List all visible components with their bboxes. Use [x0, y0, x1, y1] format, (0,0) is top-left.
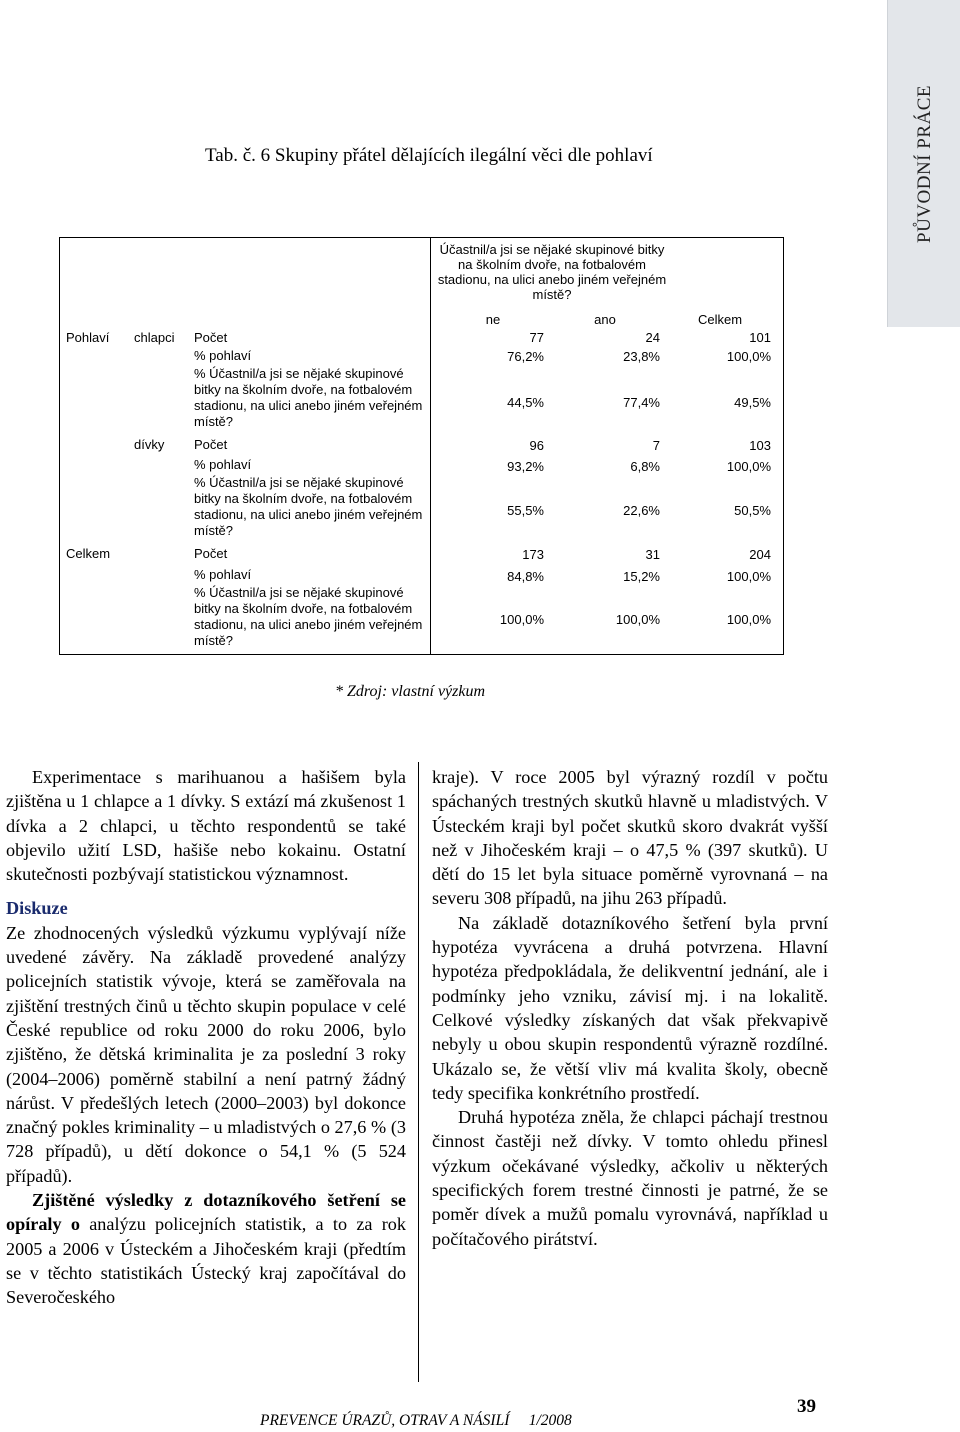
cell: 84,8% [507, 569, 544, 584]
cell: 22,6% [623, 503, 660, 518]
row-label-pct-question: % Účastnil/a jsi se nějaké skupinové bitky na školním dvoře, na fotbalovém stadionu, na ulici anebo jiném veřejném místě? [194, 585, 423, 648]
cell: 31 [645, 547, 660, 562]
cell: 100,0% [615, 612, 660, 627]
row-label-pct-question: % Účastnil/a jsi se nějaké skupinové bitky na školním dvoře, na fotbalovém stadionu, na ulici anebo jiném veřejném místě? [194, 475, 423, 538]
row-label-pct-question: % Účastnil/a jsi se nějaké skupinové bitky na školním dvoře, na fotbalovém stadionu, na ulici anebo jiném veřejném místě? [194, 366, 423, 429]
cell: 23,8% [623, 349, 660, 364]
paragraph: kraje). V roce 2005 byl výrazný rozdíl v počtu spáchaných trestných skutků hlavně u mladistvých. V Ústeckém kraji byl počet skutků skoro dvakrát vyšší než v Jihočeském kraji – o 47,5 % (397 skutků). U dětí do 15 let byla situace poměrně vyrovnaná – na severu 308 případů, na jihu 263 případů. [432, 767, 828, 909]
col-header-ano: ano [594, 312, 616, 327]
section-heading: Diskuze [6, 898, 68, 919]
table-title: Tab. č. 6 Skupiny přátel dělajících ilegální věci dle pohlaví [205, 145, 653, 166]
left-text-column [6, 765, 406, 1310]
paragraph: Experimentace s marihuanou a hašišem byla zjištěna u 1 chlapce a 1 dívky. S extází má zkušenost 1 dívka a 2 chlapci, u těchto respondentů se také objevilo užití LSD, hašiše nebo kokainu. Ostatní skutečnosti pozbývají statistickou významnost. [6, 767, 406, 885]
section-side-tab-label: PŮVODNÍ PRÁCE [913, 84, 935, 243]
table-divider [430, 238, 431, 654]
row-label-pct-gender: % pohlaví [194, 348, 252, 363]
cell: 204 [749, 547, 771, 562]
page-number: 39 [797, 1396, 816, 1417]
cell: 96 [529, 438, 544, 453]
cell: 77,4% [623, 395, 660, 410]
right-text-column [432, 765, 828, 1251]
column-divider [418, 762, 419, 1382]
row-label-pocet: Počet [194, 546, 228, 561]
cell: 100,0% [499, 612, 544, 627]
row-label-pocet: Počet [194, 330, 228, 345]
group-label-chlapci: chlapci [134, 330, 175, 345]
question-header: Účastnil/a jsi se nějaké skupinové bitky na školním dvoře, na fotbalovém stadionu, na ulici anebo jiném veřejném místě? [437, 242, 667, 302]
row-label-pct-gender: % pohlaví [194, 457, 252, 472]
bold-lead: Zjištěné výsledky z dotazníkového šetření se opíraly o [6, 1190, 406, 1235]
paragraph-rest: analýzu policejních statistik, a to za rok 2005 a 2006 v Ústeckém a Jihočeském kraji (předtím se v těchto statistikách Ústecký kraj započítával do Severočeského [6, 1214, 406, 1308]
cell: 76,2% [507, 349, 544, 364]
group-label-pohlavi: Pohlaví [66, 330, 110, 345]
paragraph [6, 1188, 406, 1309]
crosstab-table [59, 237, 784, 655]
cell: 100,0% [726, 612, 771, 627]
cell: 77 [529, 330, 544, 345]
col-header-ne: ne [485, 312, 501, 327]
paragraph: Na základě dotazníkového šetření byla první hypotéza vyvrácena a druhá potvrzena. Hlavní hypotéza předpokládala, že delikventní jednání, ale i podmínky jeho vzniku, závisí mj. i na lokalitě. Celkové výsledky získaných dat však překvapivě nebyly u obou skupin respondentů výrazně rozdílné. Ukázalo se, že větší vliv má kvalita školy, obecně tedy specifika konkrétního prostředí. [432, 912, 828, 1103]
cell: 44,5% [507, 395, 544, 410]
cell: 6,8% [630, 459, 660, 474]
cell: 100,0% [726, 569, 771, 584]
cell: 173 [522, 547, 544, 562]
cell: 93,2% [507, 459, 544, 474]
group-label-divky: dívky [134, 437, 165, 452]
cell: 100,0% [726, 459, 771, 474]
row-label-pocet: Počet [194, 437, 228, 452]
cell: 101 [749, 330, 771, 345]
cell: 15,2% [623, 569, 660, 584]
cell: 49,5% [734, 395, 771, 410]
cell: 50,5% [734, 503, 771, 518]
row-label-pct-gender: % pohlaví [194, 567, 252, 582]
cell: 24 [645, 330, 660, 345]
journal-footer: PREVENCE ÚRAZŮ, OTRAV A NÁSILÍ 1/2008 [260, 1412, 572, 1429]
source-note: * Zdroj: vlastní výzkum [334, 683, 486, 700]
paragraph: Ze zhodnocených výsledků výzkumu vyplývají níže uvedené závěry. Na základě provedené analýzy policejních statistik vývoje, která se zaměřovala na zjištění trestných činů u těchto skupin populace v celé České republice od roku 2000 do roku 2006, bylo zjištěno, že dětská kriminalita je za poslední 3 roky (2004–2006) poměrně stabilní a není patrný žádný nárůst. V předešlých letech (2000–2003) byl dokonce značný pokles kriminality – u mladistvých o 27,6 % (3 728 případů), u dětí dokonce o 54,1 % (5 524 případů). [6, 922, 406, 1186]
col-header-celkem: Celkem [697, 312, 743, 327]
cell: 7 [652, 438, 660, 453]
paragraph: Druhá hypotéza zněla, že chlapci páchají trestnou činnost častěji než dívky. V tomto ohledu přinesl výzkum očekávané výsledky, ačkoliv u některých specifických forem trestné činnosti je patrné, že se poměr dívek a mužů pomalu vyrovnává, například u počítačového pirátství. [432, 1107, 828, 1249]
cell: 55,5% [507, 503, 544, 518]
cell: 103 [749, 438, 771, 453]
group-label-celkem: Celkem [66, 546, 111, 561]
section-side-tab [887, 0, 960, 327]
cell: 100,0% [726, 349, 771, 364]
